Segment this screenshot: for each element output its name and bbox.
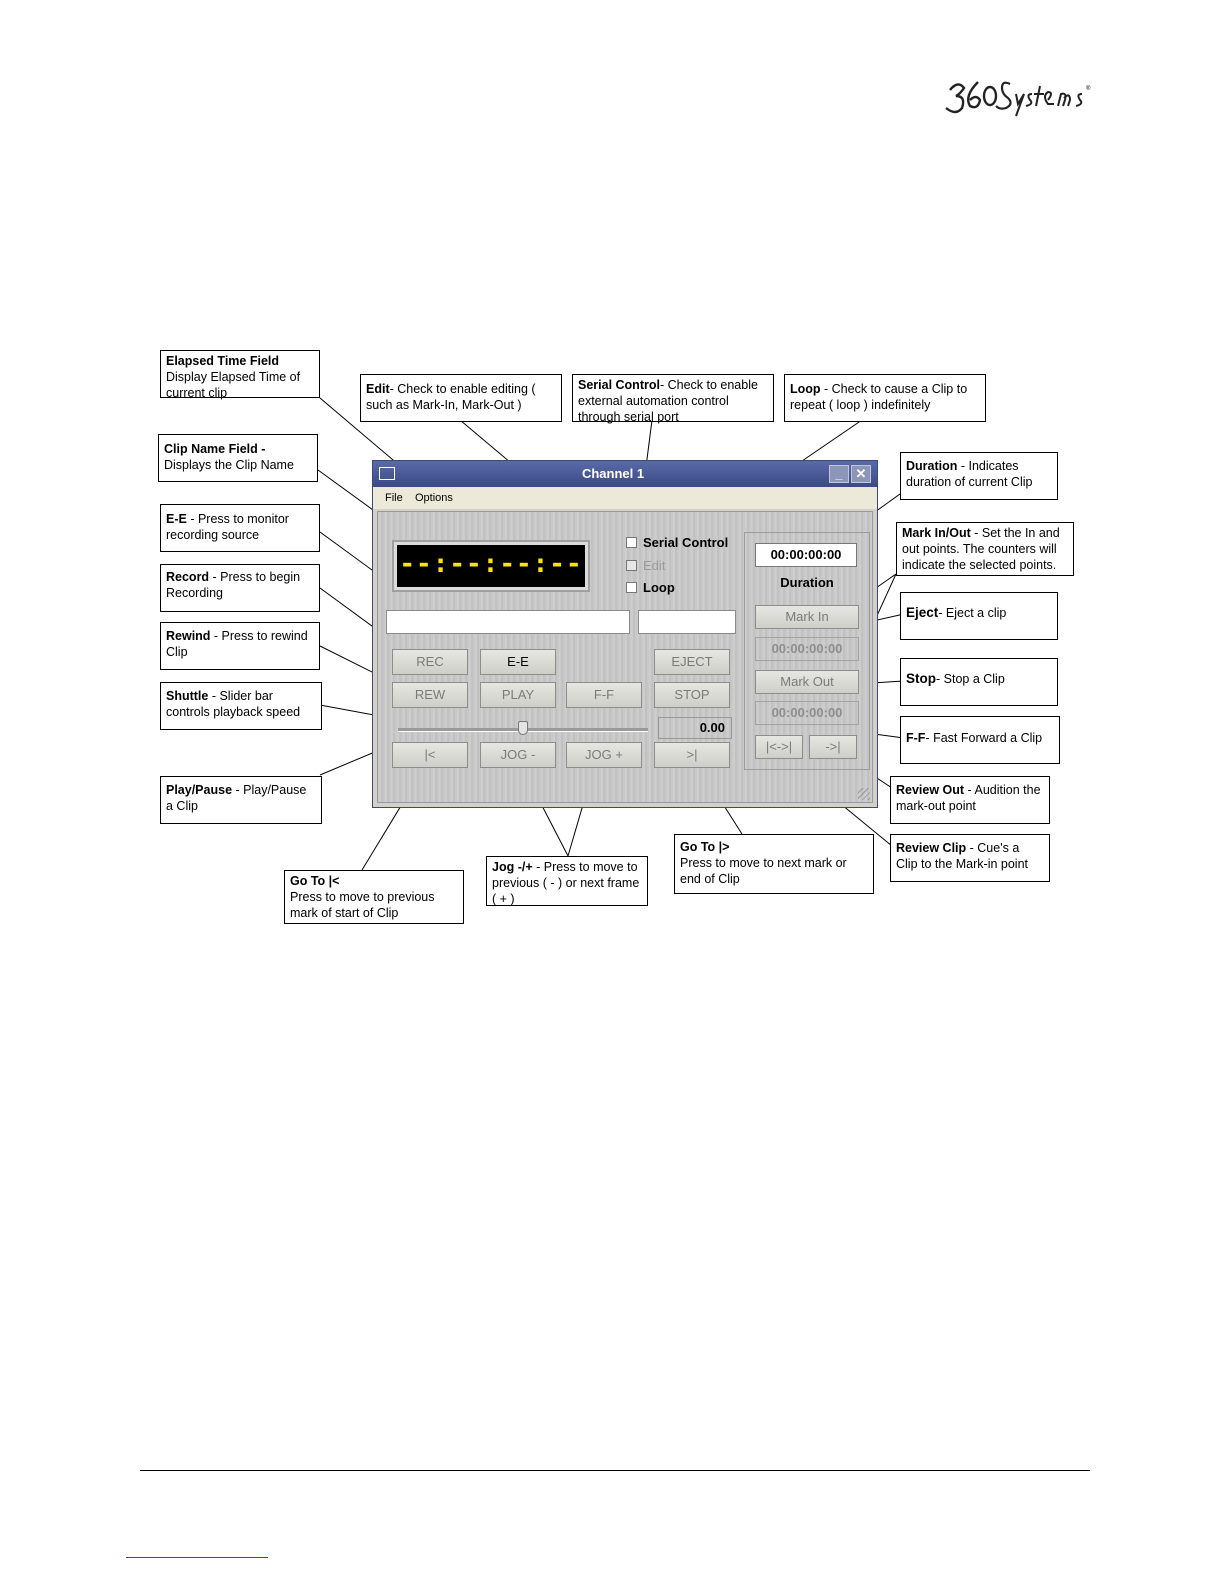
loop-checkbox[interactable] xyxy=(626,579,675,595)
callout-eject-title: Eject xyxy=(906,605,939,620)
menu-options[interactable]: Options xyxy=(415,492,453,504)
360-systems-logo xyxy=(944,72,1094,120)
shuttle-slider-thumb[interactable] xyxy=(518,721,528,735)
callout-duration xyxy=(900,452,1058,500)
speed-readout: 0.00 xyxy=(658,717,732,739)
callout-clip-name xyxy=(158,434,318,482)
clip-name-field[interactable] xyxy=(386,610,630,634)
callout-record-title: Record xyxy=(166,570,210,584)
callout-goto-start-title: Go To |< xyxy=(290,874,340,888)
edit-box[interactable] xyxy=(626,560,637,571)
ee-button[interactable]: E-E xyxy=(480,649,556,675)
callout-goto-start-text: Press to move to previous mark of start of Clip xyxy=(290,890,435,920)
callout-ff-text: - Fast Forward a Clip xyxy=(925,731,1043,745)
serial-control-checkbox[interactable] xyxy=(626,534,728,550)
title-bar[interactable] xyxy=(373,461,877,487)
menu-file[interactable]: File xyxy=(385,492,403,504)
rew-button[interactable]: REW xyxy=(392,682,468,708)
loop-box[interactable] xyxy=(626,582,637,593)
callout-eject xyxy=(900,592,1058,640)
mark-out-counter: 00:00:00:00 xyxy=(755,701,859,725)
callout-goto-end-text: Press to move to next mark or end of Clip xyxy=(680,856,847,886)
serial-control-box[interactable] xyxy=(626,537,637,548)
callout-play-pause xyxy=(160,776,322,824)
callout-review-out-title: Review Out xyxy=(896,783,965,797)
mark-in-counter: 00:00:00:00 xyxy=(755,637,859,661)
duration-label: Duration xyxy=(780,575,834,590)
callout-ff-title: F-F xyxy=(906,731,926,745)
elapsed-time-field xyxy=(392,540,590,592)
jog-plus-button[interactable]: JOG + xyxy=(566,742,642,768)
callout-ee-title: E-E xyxy=(166,512,187,526)
callout-jog-text: - Press to move to previous ( - ) or next frame ( + ) xyxy=(492,860,640,906)
close-button[interactable]: ✕ xyxy=(851,465,871,483)
stop-button[interactable]: STOP xyxy=(654,682,730,708)
callout-edit xyxy=(360,374,562,422)
callout-play-pause-title: Play/Pause xyxy=(166,783,233,797)
callout-play-pause-text: - Play/Pause a Clip xyxy=(166,783,307,813)
callout-mark-in-out-text: - Set the In and out points. The counters will indicate the selected points. xyxy=(902,526,1060,572)
footer-link-underline[interactable] xyxy=(126,1557,268,1558)
callout-loop xyxy=(784,374,986,422)
window-title: Channel 1 xyxy=(581,466,645,481)
callout-serial-control-text: - Check to enable external automation control through serial port xyxy=(578,378,758,424)
callout-record-text: - Press to begin Recording xyxy=(166,570,301,600)
svg-text:®: ® xyxy=(1086,86,1091,92)
elapsed-time-readout: --:--:--:-- xyxy=(397,545,585,587)
callout-goto-end-title: Go To |> xyxy=(680,840,730,854)
goto-start-button[interactable]: |< xyxy=(392,742,468,768)
play-button[interactable]: PLAY xyxy=(480,682,556,708)
callout-stop-text: - Stop a Clip xyxy=(936,672,1005,686)
callout-elapsed-time-title: Elapsed Time Field xyxy=(166,354,280,368)
ff-button[interactable]: F-F xyxy=(566,682,642,708)
callout-serial-control xyxy=(572,374,774,422)
callout-shuttle xyxy=(160,682,322,730)
callout-goto-end xyxy=(674,834,874,894)
callout-stop-title: Stop xyxy=(906,671,936,686)
callout-rewind-title: Rewind xyxy=(166,629,211,643)
callout-mark-in-out-title: Mark In/Out xyxy=(902,526,971,540)
menu-bar xyxy=(373,487,877,509)
callout-elapsed-time xyxy=(160,350,320,398)
control-panel xyxy=(377,511,873,803)
callout-edit-title: Edit xyxy=(366,382,390,396)
edit-checkbox[interactable] xyxy=(626,557,665,573)
callout-loop-text: - Check to cause a Clip to repeat ( loop ) indefinitely xyxy=(790,382,968,412)
callout-review-out-text: - Audition the mark-out point xyxy=(896,783,1041,813)
eject-button[interactable]: EJECT xyxy=(654,649,730,675)
callout-record xyxy=(160,564,320,612)
mark-out-button[interactable]: Mark Out xyxy=(755,670,859,694)
callout-jog xyxy=(486,856,648,906)
callout-eject-text: - Eject a clip xyxy=(938,606,1007,620)
callout-serial-control-title: Serial Control xyxy=(578,378,660,392)
duration-field: 00:00:00:00 xyxy=(755,543,857,567)
callout-shuttle-title: Shuttle xyxy=(166,689,209,703)
callout-loop-title: Loop xyxy=(790,382,821,396)
callout-review-clip-title: Review Clip xyxy=(896,841,967,855)
callout-rewind xyxy=(160,622,320,670)
callout-ee-text: - Press to monitor recording source xyxy=(166,512,289,542)
edit-label: Edit xyxy=(643,558,666,574)
callout-elapsed-time-text: Display Elapsed Time of current clip xyxy=(166,370,301,400)
minimize-button[interactable]: _ xyxy=(829,465,849,483)
channel-window xyxy=(372,460,878,808)
callout-review-clip-text: - Cue's a Clip to the Mark-in point xyxy=(896,841,1029,871)
callout-jog-title: Jog -/+ xyxy=(492,860,533,874)
goto-end-button[interactable]: >| xyxy=(654,742,730,768)
callout-clip-name-title: Clip Name Field - xyxy=(164,442,266,456)
clip-id-field[interactable] xyxy=(638,610,736,634)
callout-edit-text: - Check to enable editing ( such as Mark-In, Mark-Out ) xyxy=(366,382,536,412)
callout-shuttle-text: - Slider bar controls playback speed xyxy=(166,689,301,719)
callout-duration-text: - Indicates duration of current Clip xyxy=(906,459,1033,489)
callout-mark-in-out xyxy=(896,522,1074,576)
callout-duration-title: Duration xyxy=(906,459,958,473)
review-clip-button[interactable]: |<->| xyxy=(755,735,803,759)
review-out-button[interactable]: ->| xyxy=(809,735,857,759)
callout-rewind-text: - Press to rewind Clip xyxy=(166,629,308,659)
callout-review-clip xyxy=(890,834,1050,882)
callout-ff xyxy=(900,716,1060,764)
resize-grip[interactable] xyxy=(858,788,870,800)
callout-ee xyxy=(160,504,320,552)
duration-panel xyxy=(744,532,870,770)
loop-label: Loop xyxy=(643,580,675,596)
rec-button[interactable]: REC xyxy=(392,649,468,675)
serial-control-label: Serial Control xyxy=(643,535,729,551)
callout-review-out xyxy=(890,776,1050,824)
footer-rule xyxy=(140,1470,1090,1471)
mark-in-button[interactable]: Mark In xyxy=(755,605,859,629)
jog-minus-button[interactable]: JOG - xyxy=(480,742,556,768)
callout-stop xyxy=(900,658,1058,706)
callout-goto-start xyxy=(284,870,464,924)
callout-clip-name-text: Displays the Clip Name xyxy=(164,458,294,472)
